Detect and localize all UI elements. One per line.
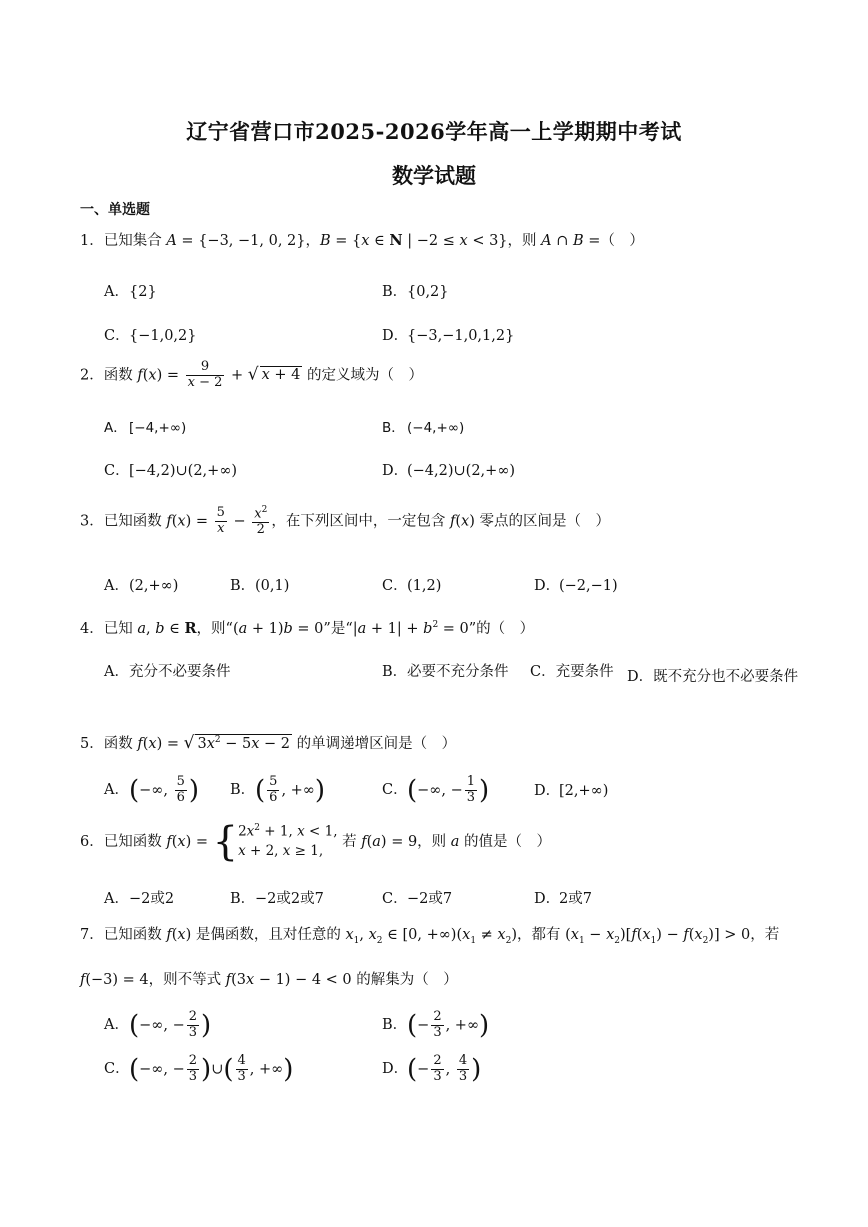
question-1-option-d: D．{−3,−1,0,1,2}	[382, 328, 515, 344]
question-4-option-a: A．充分不必要条件	[104, 664, 231, 680]
question-7-option-b: B．(− $\frac{2}{3}$ , +∞)	[382, 1009, 490, 1041]
question-3-option-a: A．(2,+∞)	[104, 578, 179, 594]
question-4-option-c: C．充要条件	[530, 664, 614, 680]
question-6-option-c: C．−2或7	[382, 891, 453, 907]
question-4-option-d: D．既不充分也不必要条件	[627, 669, 799, 685]
question-2-option-a: A． [−4,+∞)	[104, 420, 187, 436]
question-2-stem: 2．函数 f(x) = $\frac{9}{x - 2}$ + √ x + 4 的定义域为（ ）	[80, 359, 423, 390]
exam-title: 辽宁省营口市2025-2026学年高一上学期期中考试	[186, 119, 682, 144]
question-3-stem: 3．已知函数 f(x) = $\frac{5}{x}$ − $\frac{x^2}{2}$ ，在下列区间中，一定包含 f(x) 零点的区间是（ ）	[80, 505, 610, 538]
question-4-option-b: B．必要不充分条件	[382, 664, 509, 680]
question-5-option-b: B．( $\frac{5}{6}$ , +∞)	[230, 774, 326, 806]
question-2-option-c: C．[−4,2)∪(2,+∞)	[104, 463, 238, 479]
question-1-option-c: C．{−1,0,2}	[104, 328, 197, 344]
question-6-option-b: B．−2或2或7	[230, 891, 324, 907]
question-1-option-b: B．{0,2}	[382, 284, 449, 300]
question-5-option-a: A．(−∞, $\frac{5}{6}$ )	[104, 774, 200, 806]
question-2-option-b: B． (−4,+∞)	[382, 420, 465, 436]
section-heading: 一、单选题	[80, 202, 150, 218]
question-7-option-a: A．(−∞, − $\frac{2}{3}$ )	[104, 1009, 212, 1041]
question-2-option-d: D．(−4,2)∪(2,+∞)	[382, 463, 516, 479]
question-1-stem: 1．已知集合 A = {−3, −1, 0, 2}，B = {x ∈ N | −2 ≤ x < 3}，则 A ∩ B =（ ）	[80, 232, 644, 249]
question-6-option-a: A．−2或2	[104, 891, 175, 907]
question-7-stem-line-2: f(−3) = 4，则不等式 f(3x − 1) − 4 < 0 的解集为（ ）	[80, 972, 458, 988]
question-3-option-c: C．(1,2)	[382, 578, 442, 594]
question-7-option-c: C．(−∞, − $\frac{2}{3}$ )∪( $\frac{4}{3}$ , +∞)	[104, 1053, 294, 1085]
question-3-option-b: B．(0,1)	[230, 578, 290, 594]
question-6-option-d: D．2或7	[534, 891, 592, 907]
question-5-stem: 5．函数 f(x) = √ $3x^2 - 5x - 2$ 的单调递增区间是（ ）	[80, 733, 457, 753]
question-7-option-d: D．(− $\frac{2}{3}$ , $\frac{4}{3}$ )	[382, 1053, 482, 1085]
question-6-stem: 6．已知函数 f(x) = { $2x^2 + 1$, x < 1, x + 2, x ≥ 1, 若 f(a) = 9，则 a 的值是（ ）	[80, 819, 552, 865]
question-3-option-d: D．(−2,−1)	[534, 578, 618, 594]
exam-subtitle: 数学试题	[392, 163, 476, 188]
question-4-stem: 4．已知 a, b ∈ R，则“(a + 1)b = 0”是“$|a + 1| + b^2 = 0$”的（ ）	[80, 620, 535, 637]
question-1-option-a: A．{2}	[104, 284, 157, 300]
question-7-stem-line-1: 7．已知函数 f(x) 是偶函数，且对任意的 $x_1$, $x_2$ ∈ [0, $+\infty)(x_1 \ne x_2)$，都有 $(x_1 - x_2)[f(x_1) - f(x_2)] > 0$，若	[80, 927, 780, 946]
question-5-option-d: D．[2,+∞)	[534, 783, 609, 799]
question-5-option-c: C．(−∞, − $\frac{1}{3}$ )	[382, 774, 490, 806]
